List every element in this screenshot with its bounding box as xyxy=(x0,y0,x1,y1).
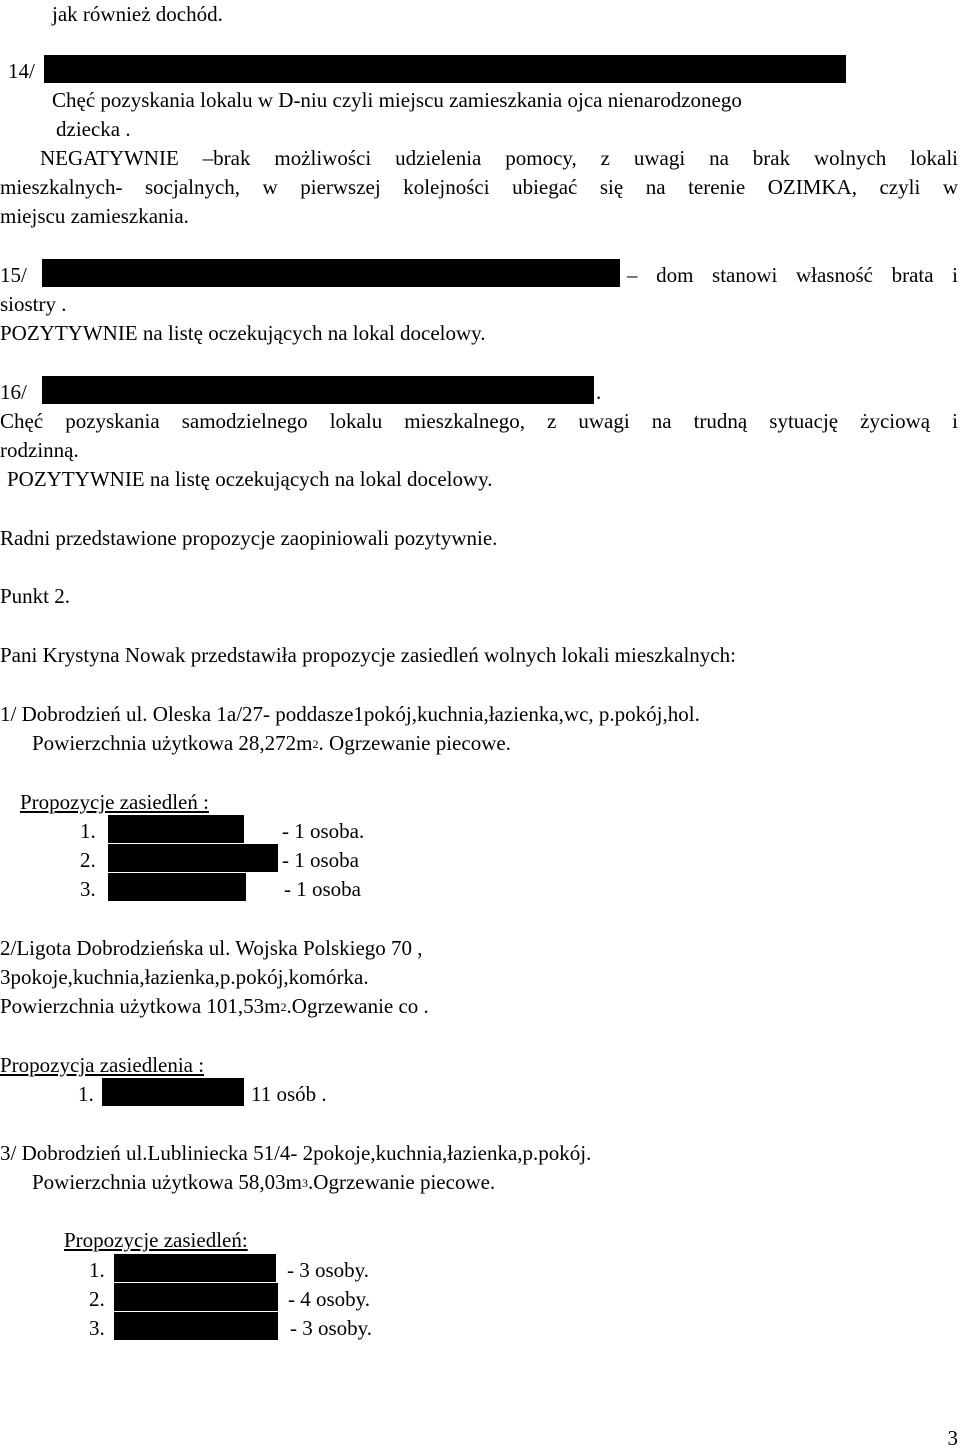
flat1-proposal-persons: - 1 osoba. xyxy=(282,819,365,843)
item14-number: 14/ xyxy=(8,59,35,83)
flat1-proposal-num: 1. xyxy=(80,819,96,843)
flat3-area: Powierzchnia użytkowa $58,03m^3.Ogrzewanie$ piecowe. xyxy=(32,1170,496,1194)
flat2-proposals-label: Propozycja zasiedlenia : xyxy=(0,1053,205,1077)
redacted-block xyxy=(114,1312,278,1340)
redacted-block xyxy=(102,1078,244,1106)
flat2-proposal-num: 1. xyxy=(78,1082,94,1106)
flat3-proposal-persons: - 3 osoby. xyxy=(287,1258,370,1282)
item15-note-line2: siostry . xyxy=(0,292,67,316)
item16-request-line2: rodzinną. xyxy=(0,438,79,462)
intro-line: jak również dochód. xyxy=(52,2,223,26)
point2-intro: Pani Krystyna Nowak przedstawiła propozycje zasiedleń wolnych lokali mieszkalnych: xyxy=(0,643,736,667)
flat2-area: Powierzchnia użytkowa $101,53m^2.Ogrzewanie$ co . xyxy=(0,994,429,1018)
item16-trailing: . xyxy=(596,380,602,404)
redacted-block xyxy=(114,1283,278,1311)
item16-request-line1: Chęć pozyskania samodzielnego lokalu mieszkalnego, z uwagi na trudną sytuację życiową i xyxy=(0,409,958,433)
item16-decision: POZYTYWNIE na listę oczekujących na lokal docelowy. xyxy=(7,467,493,491)
flat3-proposal-persons: - 4 osoby. xyxy=(288,1287,371,1311)
point2-heading: Punkt 2. xyxy=(0,584,71,608)
conclusion: Radni przedstawione propozycje zaopiniowali pozytywnie. xyxy=(0,526,498,550)
redacted-block xyxy=(108,815,244,843)
flat3-proposals-label: Propozycje zasiedleń: xyxy=(64,1228,248,1252)
flat2-address-line2: 3pokoje,kuchnia,łazienka,p.pokój,komórka. xyxy=(0,965,369,989)
item14-decision-line1: NEGATYWNIE –brak możliwości udzielenia pomocy, z uwagi na brak wolnych lokali xyxy=(40,146,958,170)
item14-decision-line2: mieszkalnych- socjalnych, w pierwszej kolejności ubiegać się na terenie OZIMKA, czyli w xyxy=(0,175,958,199)
flat1-proposals-label: Propozycje zasiedleń : xyxy=(20,790,209,814)
flat3-proposal-num: 3. xyxy=(89,1316,105,1340)
flat3-proposal-num: 1. xyxy=(89,1258,105,1282)
item15-note-line1: – dom stanowi własność brata i xyxy=(627,263,958,287)
flat1-proposal-num: 3. xyxy=(80,877,96,901)
item16-number: 16/ xyxy=(0,380,27,404)
flat3-address: 3/ Dobrodzień ul.Lubliniecka 51/4- 2pokoje,kuchnia,łazienka,p.pokój. xyxy=(0,1141,592,1165)
item14-decision-line3: miejscu zamieszkania. xyxy=(0,204,189,228)
redacted-block xyxy=(114,1254,276,1282)
redacted-block xyxy=(108,873,246,901)
redacted-block xyxy=(44,55,846,83)
item15-decision: POZYTYWNIE na listę oczekujących na lokal docelowy. xyxy=(0,321,486,345)
redacted-block xyxy=(108,844,278,872)
item14-request-line2: dziecka . xyxy=(56,117,131,141)
item14-request-line1: Chęć pozyskania lokalu w D-niu czyli miejscu zamieszkania ojca nienarodzonego xyxy=(52,88,742,112)
redacted-block xyxy=(42,259,620,287)
flat1-proposal-num: 2. xyxy=(80,848,96,872)
flat2-proposal-persons: 11 osób . xyxy=(251,1082,327,1106)
flat2-address-line1: 2/Ligota Dobrodzieńska ul. Wojska Polskiego 70 , xyxy=(0,936,423,960)
page-number: 3 xyxy=(947,1426,958,1450)
item15-number: 15/ xyxy=(0,263,27,287)
redacted-block xyxy=(42,376,594,404)
flat3-proposal-num: 2. xyxy=(89,1287,105,1311)
flat3-proposal-persons: - 3 osoby. xyxy=(290,1316,373,1340)
flat1-address: 1/ Dobrodzień ul. Oleska 1a/27- poddasze1pokój,kuchnia,łazienka,wc, p.pokój,hol. xyxy=(0,702,700,726)
flat1-proposal-persons: - 1 osoba xyxy=(282,848,359,872)
flat1-proposal-persons: - 1 osoba xyxy=(284,877,361,901)
flat1-area: Powierzchnia użytkowa $28,272m^2$. Ogrzewanie piecowe. xyxy=(32,731,511,755)
